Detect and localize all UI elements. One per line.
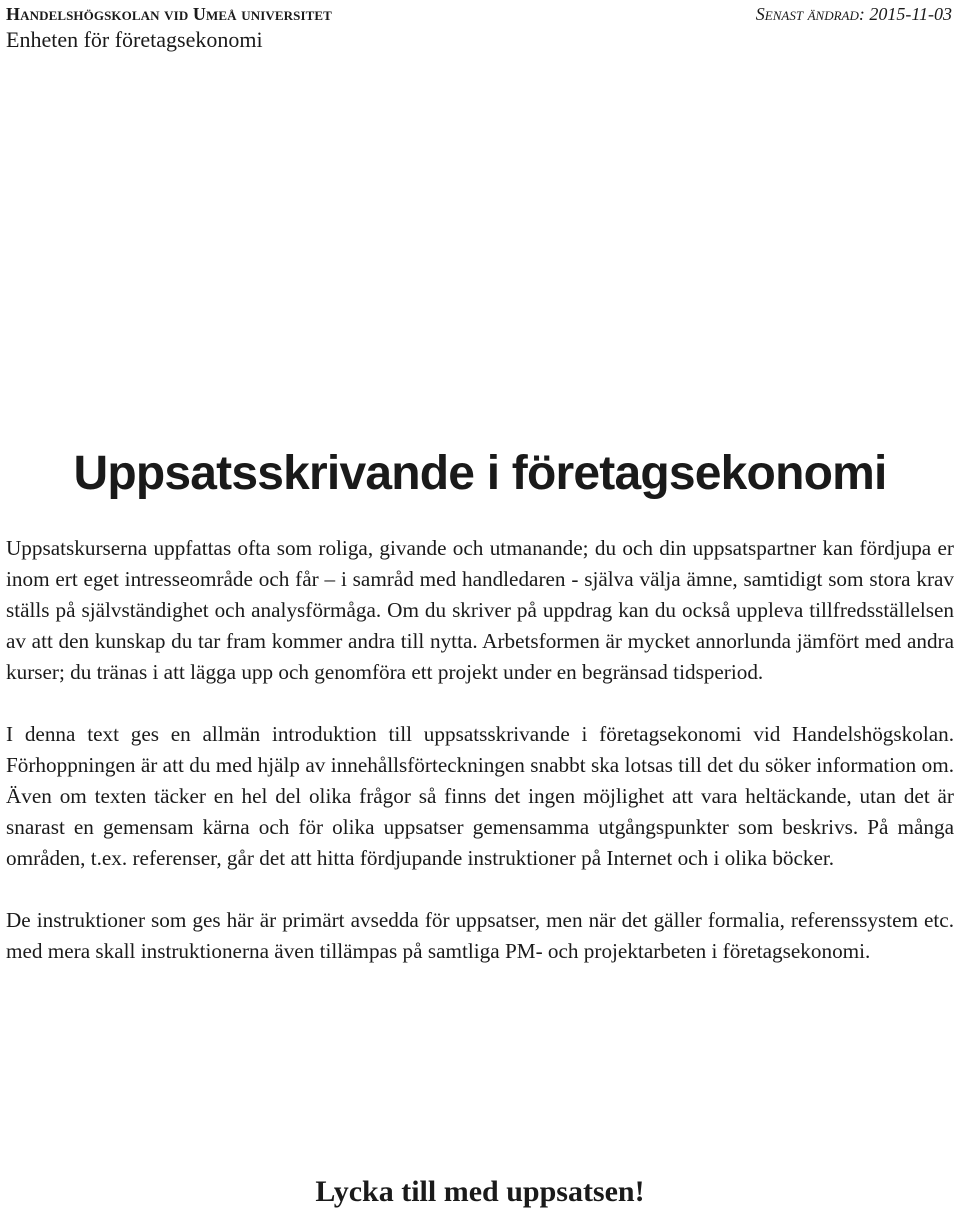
paragraph: Uppsatskurserna uppfattas ofta som roliga, givande och utmanande; du och din uppsatspartner kan fördjupa er inom ert eget intresseområde och får – i samråd med handledaren - själva välja ämne, samtidigt som stora krav ställs på självständighet och analysförmåga. Om du skriver på uppdrag kan du också uppleva tillfredsställelsen av att den kunskap du tar fram kommer andra till nytta. Arbetsformen är mycket annorlunda jämfört med andra kurser; du tränas i att lägga upp och genomföra ett projekt under en begränsad tidsperiod.	[6, 536, 954, 684]
institution-name: Handelshögskolan vid Umeå universitet	[6, 4, 332, 24]
closing-line: Lycka till med uppsatsen!	[315, 1175, 645, 1208]
paragraph: De instruktioner som ges här är primärt avsedda för uppsatser, men när det gäller formalia, referenssystem etc. med mera skall instruktionerna även tillämpas på samtliga PM- och projektarbeten i företagsekonomi.	[6, 908, 954, 963]
document-title: Uppsatsskrivande i företagsekonomi	[73, 447, 887, 500]
paragraph: I denna text ges en allmän introduktion till uppsatsskrivande i företagsekonomi vid Handelshögskolan. Förhoppningen är att du med hjälp av innehållsförteckningen snabbt ska lotsas till det du söker information om. Även om texten täcker en hel del olika frågor så finns det ingen möjlighet att vara heltäckande, utan det är snarast en gemensam kärna och för olika uppsatser gemensamma utgångspunkter som beskrivs. På många områden, t.ex. referenser, går det att hitta fördjupande instruktioner på Internet och i olika böcker.	[6, 722, 954, 870]
last-changed-date: Senast ändrad: 2015-11-03	[755, 4, 952, 24]
document-body	[6, 533, 954, 967]
document-header	[6, 3, 332, 53]
unit-name: Enheten för företagsekonomi	[6, 27, 263, 52]
